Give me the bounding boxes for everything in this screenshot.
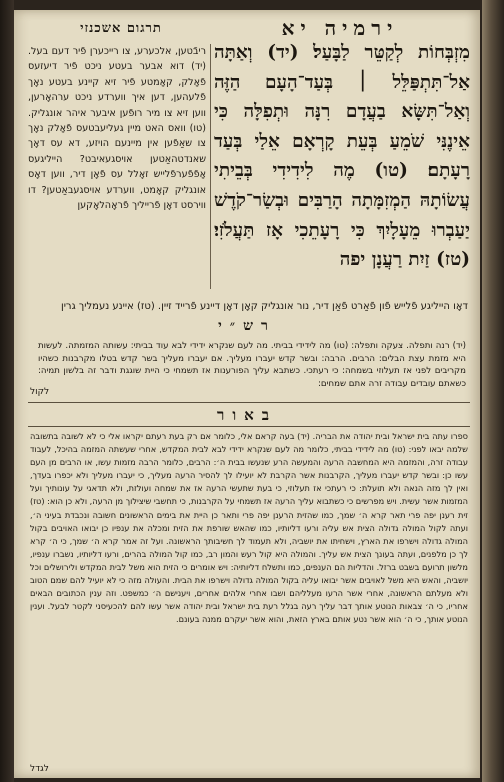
column-divider — [210, 44, 211, 289]
biur-catchword: לגדל — [30, 764, 49, 774]
book-spine — [0, 0, 14, 782]
rashi-commentary — [38, 340, 466, 390]
bible-text-column — [214, 38, 470, 275]
book-page — [14, 10, 480, 778]
section-rule-bottom — [28, 426, 470, 427]
section-rule-top — [28, 402, 470, 403]
targum-title: תרגום אשכנזי — [80, 21, 162, 36]
targum-continuation: דאָו הייליגע פֿלייש פֿון פֿאַרט פֿאַן דיר, נור אונגליק קאָן דאָן דיינע פֿרייד זיין. (טז) איינע נעמליך גרין — [60, 301, 468, 312]
biur-text: ספרו עתה בית ישראל ובית יהודה את הבריה. (יד) בעה קראם אלי, כלומר אם רק בעת רעתם יקראו אלי כי לא לשובה בתשובה שלמה יבאו לפני: (טו) מה לידידי בביתי, כלומר מה לעם שנקרא ידידי לבא לבית המקדש, אחרי שעשתה המזמה בהיכל, לעבוד עבודה זרה, והמזמה היא המחשבה הרעה והמעשה הרע שנעשו בבית ה׳: הרבים, כלומר הרבה מזמות עשו, או הרבים מן העם עשו כן: ובשר קדש יעברו מעליך, הקרבנות אשר הקרבת לא יועילו לך להסיר הרעה מעליך, כי יעברו מעליך ולא יכפרו בעדך, ואין לך מזה הנאה ולא תועלת: כי רעתכי אז תעלוזי, כי בעת שתעשי הרעה אז את שמחה ועולזת, ולא תדאגי על עונותיך ועל המזמות אשר עשית. ויש מפרשים כי כשתבוא עליך הרעה אז תשמחי על הקרבנות, כי תחשבי שיצילוך מן הרעה, ולא כן הוא: (טז) זית רענן יפה פרי תאר קרא ה׳ שמך, כמו שהזית הרענן יפה פרי ותאר כן היית את בימים הראשונים חשובה ונכבדת בעיני ה׳, ועתה לקול המולה גדולה הצית אש עליה ורעו דליותיו, כמו שהאש שורפת את הזית ומכלה את ענפיו כן יבואו האויבים בקול המולה גדולה וישרפו את הארץ, וישחיתו את יושביה, ולא תעמוד לך חשיבותך הראשונה. ועל זה אמר קרא ה׳ שמך, כי ה׳ קרא לך כן מלפנים, ועתה בעונך הצית אש עליך. והמולה היא קול רעש והמון רב, כמו קול המולה בהרים, ורעו דליותיו, נשברו ענפיו, מלשון תרועם בשבט ברזל. והדליות הם הענפים, כמו ותשלח דליותיה: ויש אומרים כי הזית הוא משל לבית המקדש ולירושלים וכל יושביה, והאש היא משל לאויבים אשר יבואו עליה בקול המולה גדולה וישרפו את הבית. והעולה מזה כי לא יועיל להם שמם הטוב ולא מעלתם הראשונה, אחרי אשר הרעו מעלליהם ושבו אחרי אלהים אחרים, ויענישם ה׳ כמשפט. וזה ענין הכתובים הבאים אחריו, כי ה׳ צבאות הנוטע אותך דבר עליך רעה בגלל רעת בית ישראל ובית יהודה אשר עשו להם להכעיסני לקטר לבעל. וענין הנוטע אותך, כי ה׳ הוא אשר נטע אותם בארץ הזאת, והוא אשר יעקרם ממנה בעונם. — [30, 431, 468, 625]
page-edges — [482, 0, 504, 782]
biur-title: באור — [216, 406, 278, 424]
rashi-title: רש״י — [218, 318, 276, 334]
targum-column — [28, 44, 206, 299]
bible-text: מִזְבְּחוֹת לְקַטֵּר לַבָּעַל׃ (יד) וְאַתָּה אַל־תִּתְפַּלֵּל ׀ בְּעַד־הָעָם הַזֶּה וְאַל־תִּשָּׂא בַעֲדָם רִנָּה וּתְפִלָּה כִּי אֵינֶנִּי שֹׁמֵעַ בְּעֵת קָרְאָם אֵלַי בְּעַד רָעָתָם׃ (טו) מֶה לִידִידִי בְּבֵיתִי עֲשׂוֹתָהּ הַמְזִמָּתָה הָרַבִּים וּבְשַׂר־קֹדֶשׁ יַעַבְרוּ מֵעָלָיִךְ כִּי רָעָתֵכִי אָז תַּעֲלֹזִי׃ (טז) זַיִת רַעֲנָן יפה — [214, 42, 470, 271]
book-title: ירמיה יא — [281, 16, 399, 40]
biur-commentary — [30, 430, 468, 760]
rashi-text: (יד) רנה ותפלה. צעקה ותפלה: (טו) מה לידידי בביתי. מה לעם שנקרא ידידי לבא עוד בביתי: עשותה המזמתה. לעשות היא מזמת עצת הבלים: הרבים. הרבה: ובשר קדש יעברו מעליך. אם יעברו מעליך בשר קדש בטלו מקרבנות כשהיו מקריבים לפני אז תעלוזי בשמחה: כי רעתכי. כשתבא עליך הפורענות אז תשמחי כי היית שוגגת ודבר זה בלשון תמיה: כשאתם עובדים עבודה זרה אתם שמחים: — [38, 341, 466, 389]
rashi-catchword: לקול — [30, 387, 50, 397]
targum-text: ריבֿטען, אלכערע, צו רייכערן פֿיר דעם בעל. (יד) דוא אבער בעטע ניכט פֿיר דיעזעס פֿאָלק, קאָמטע פֿיר זיא קיינע בעטע נאָך פֿלעהען, דען איך ווערדע ניכט ערהאָרען, ווען זיא צו מיר רופֿען איבער איהר אונגליק. (טו) וואס האט מיין געליעבטעס פֿאָלק נאָך צו שאַפֿען אין מיינעם הויזע, דא עס דאָך שאנדטהאַטען אויסגעאיבט? הייליגעס אָפֿפֿערפֿלייש זאָלל עס פֿאָן דיר, ווען דאָס אונגליק קאָמט, ווערדע אויסגעבאַטען? דו ווירסט דאָן פֿרייליך פֿראָהלאָקען — [28, 46, 206, 212]
